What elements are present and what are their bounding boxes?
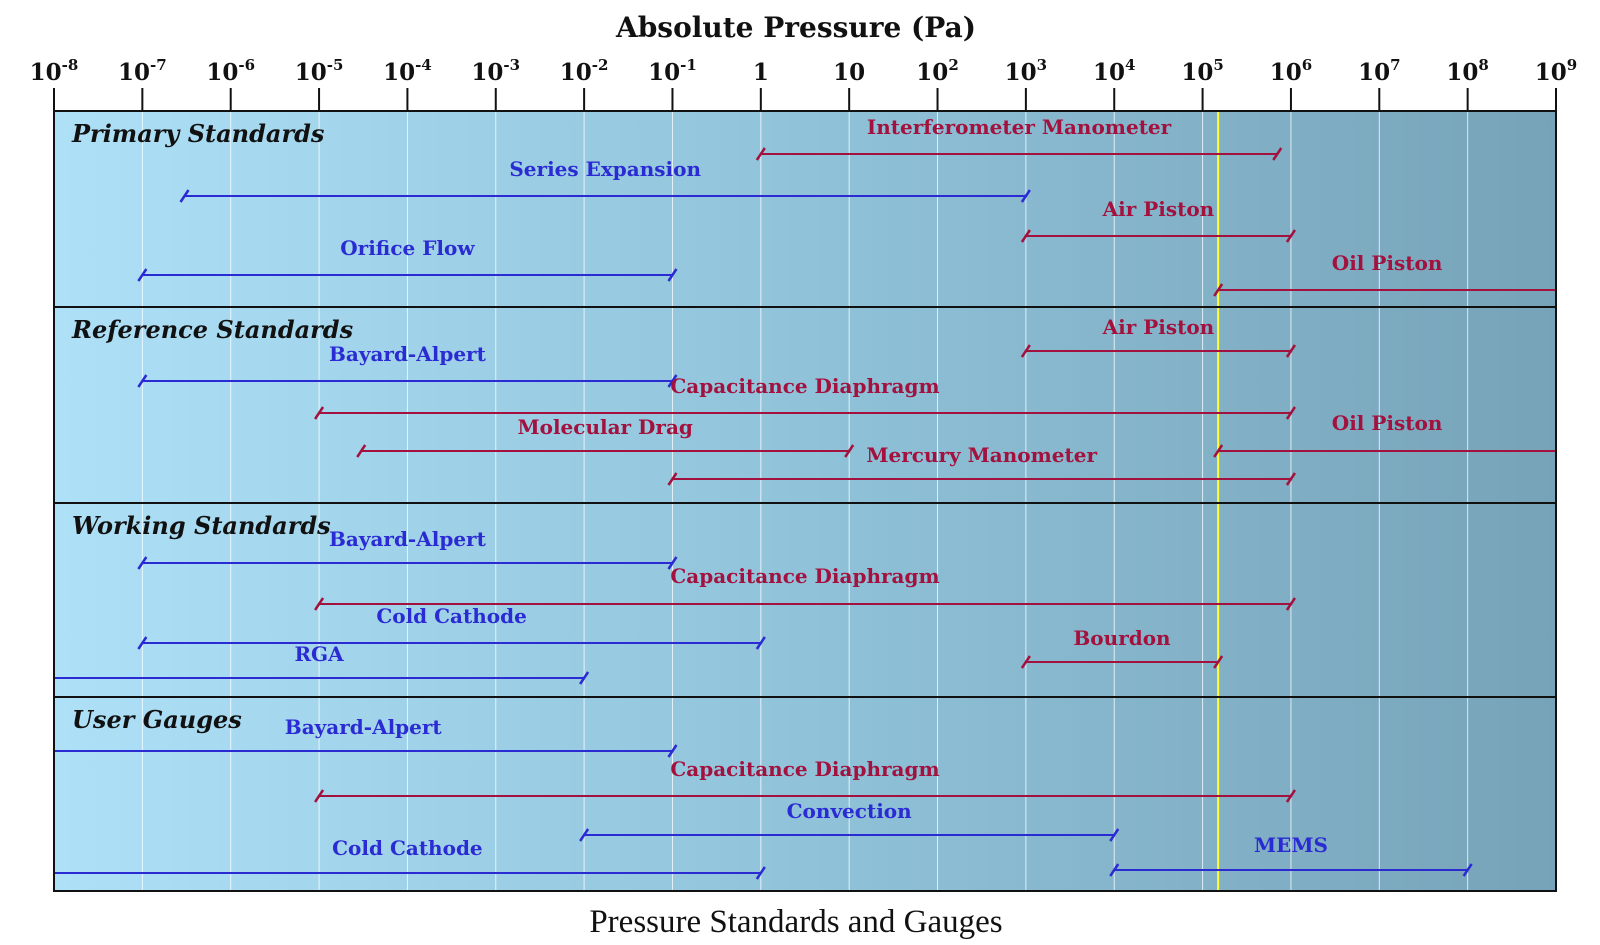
range-label: Interferometer Manometer bbox=[866, 115, 1172, 139]
tick-label: 10 bbox=[833, 59, 866, 86]
tick-label: 10-4 bbox=[383, 56, 432, 86]
range-label: Bayard-Alpert bbox=[284, 715, 442, 739]
range-label: Capacitance Diaphragm bbox=[670, 757, 940, 781]
section-label: Working Standards bbox=[72, 511, 331, 540]
tick-label: 104 bbox=[1093, 56, 1136, 86]
range-label: Oil Piston bbox=[1331, 251, 1443, 275]
tick-label: 10-3 bbox=[471, 56, 521, 86]
tick-label: 1 bbox=[752, 59, 769, 86]
tick-label: 102 bbox=[916, 56, 959, 86]
tick-label: 10-5 bbox=[294, 56, 344, 86]
tick-label: 10-6 bbox=[206, 56, 256, 86]
chart-caption: Pressure Standards and Gauges bbox=[589, 904, 1003, 940]
section-label: Reference Standards bbox=[72, 315, 354, 344]
tick-label: 10-2 bbox=[559, 56, 609, 86]
tick-label: 10-7 bbox=[118, 56, 167, 86]
section-label: Primary Standards bbox=[72, 119, 325, 148]
range-label: Air Piston bbox=[1102, 315, 1215, 339]
range-label: Bayard-Alpert bbox=[328, 527, 486, 551]
tick-label: 103 bbox=[1004, 56, 1048, 86]
range-label: Cold Cathode bbox=[332, 836, 483, 860]
x-axis-ticks bbox=[30, 56, 1578, 111]
range-label: RGA bbox=[294, 642, 344, 666]
range-label: Air Piston bbox=[1102, 197, 1215, 221]
tick-label: 107 bbox=[1358, 56, 1401, 86]
range-label: Bayard-Alpert bbox=[328, 342, 486, 366]
tick-label: 10-8 bbox=[29, 56, 79, 86]
tick-label: 10-1 bbox=[648, 56, 697, 86]
range-label: MEMS bbox=[1253, 833, 1328, 857]
section-label: User Gauges bbox=[72, 705, 242, 734]
range-label: Mercury Manometer bbox=[866, 443, 1098, 467]
range-label: Series Expansion bbox=[509, 157, 702, 181]
range-label: Molecular Drag bbox=[517, 415, 693, 439]
tick-label: 105 bbox=[1181, 56, 1224, 86]
range-label: Oil Piston bbox=[1331, 411, 1443, 435]
range-label: Orifice Flow bbox=[340, 236, 475, 260]
range-label: Cold Cathode bbox=[376, 604, 527, 628]
tick-label: 106 bbox=[1269, 56, 1313, 86]
range-label: Capacitance Diaphragm bbox=[670, 374, 940, 398]
axis-title: Absolute Pressure (Pa) bbox=[616, 11, 976, 44]
tick-label: 108 bbox=[1446, 56, 1489, 86]
range-label: Capacitance Diaphragm bbox=[670, 564, 940, 588]
range-label: Convection bbox=[786, 799, 912, 823]
range-label: Bourdon bbox=[1073, 626, 1171, 650]
tick-label: 109 bbox=[1534, 56, 1578, 86]
